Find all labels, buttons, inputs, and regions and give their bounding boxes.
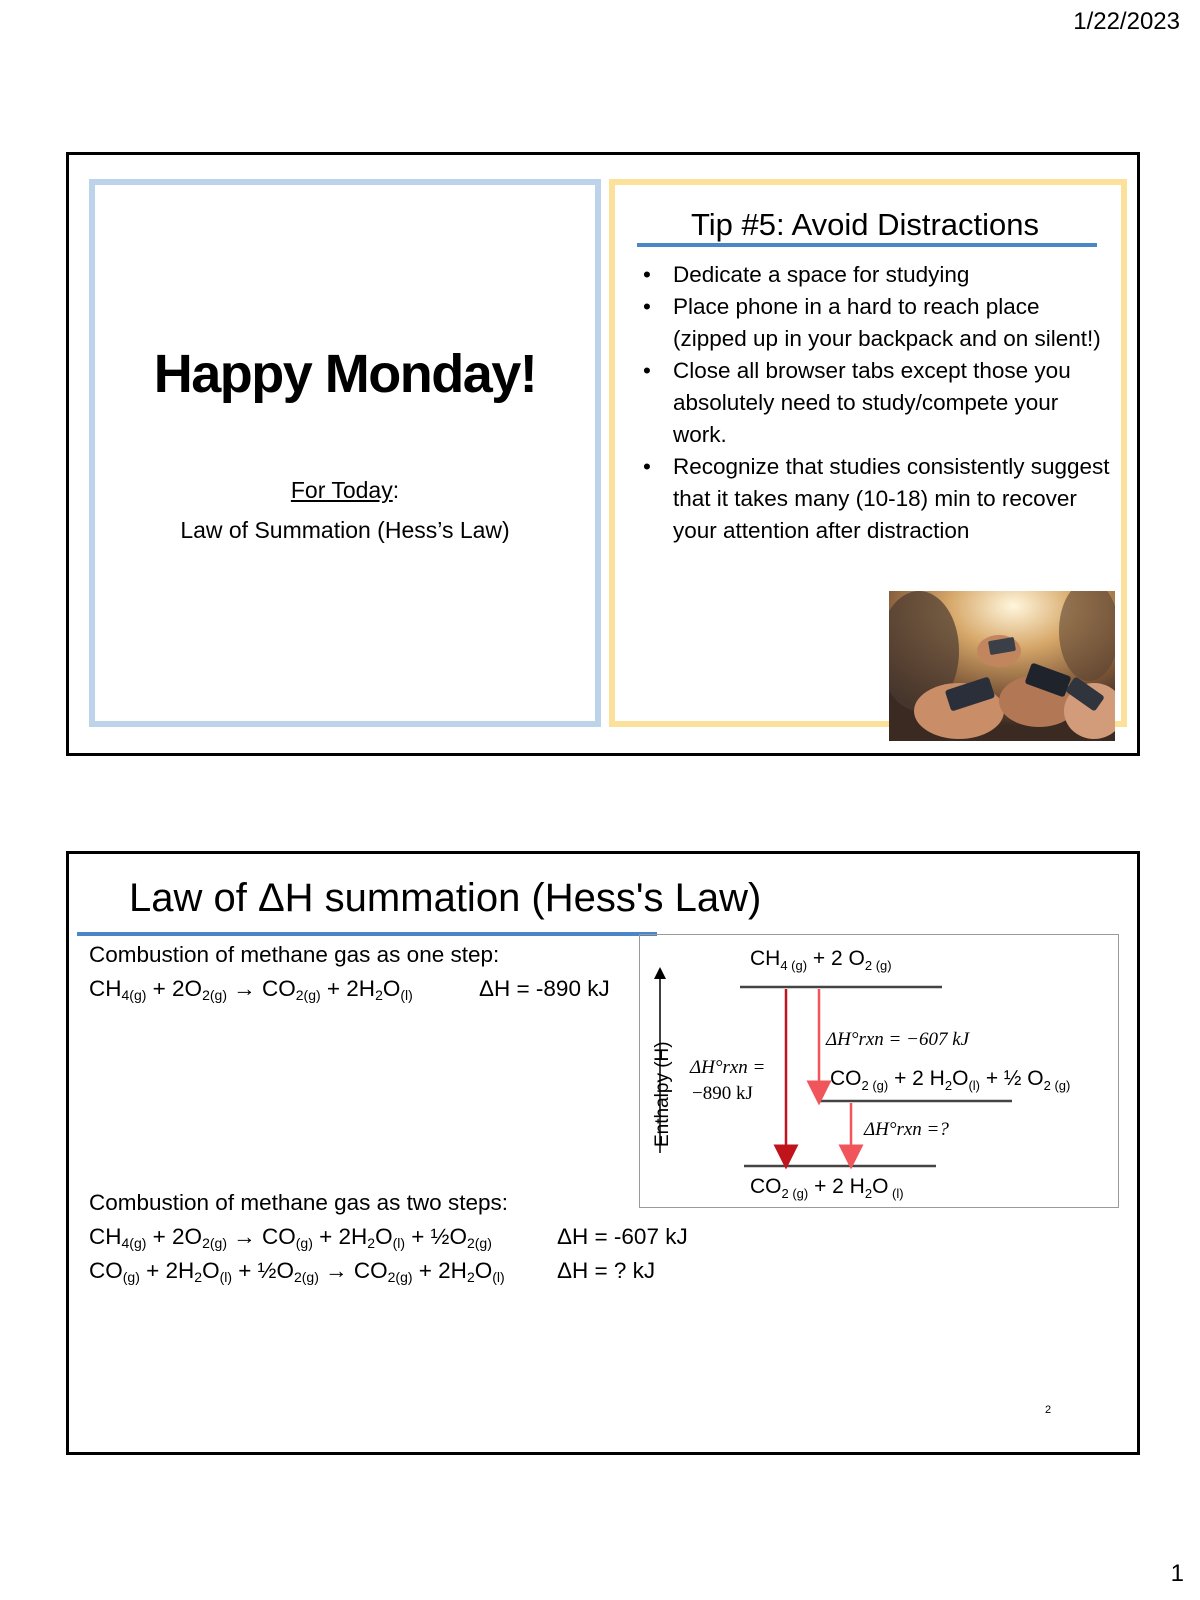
tip-item: • Dedicate a space for studying <box>641 259 1111 291</box>
equation-step-2: $CO_{(g)} + 2H_2O_{(l)}$ + $\frac{1}{2}O_{2(g)} \to CO_{2(g)} + 2H_2O_{(l)}$ <box>89 1258 505 1285</box>
equation-step-2-dh: ΔH = ? kJ <box>557 1258 656 1283</box>
products-label: $CO_{2 (g)} + 2$ $H_2O$ $_{(l)}$ <box>750 1175 904 1201</box>
tip-item: • Place phone in a hard to reach place (zipped up in your backpack and on silent!) <box>641 291 1111 355</box>
enthalpy-diagram <box>639 934 1119 1208</box>
equation-one-step-dh: ΔH = -890 kJ <box>479 976 610 1001</box>
for-today-label: For Today: <box>290 477 400 503</box>
tip-item: • Recognize that studies consistently suggest that it takes many (10-18) min to recover your attention after distraction <box>641 451 1111 547</box>
phones-photo <box>889 591 1115 741</box>
tip-title: Tip #5: Avoid Distractions <box>690 207 1040 242</box>
greeting-title: Happy Monday! <box>153 344 537 404</box>
left-panel <box>89 179 601 727</box>
slide-2 <box>66 851 1140 1455</box>
slide-1 <box>66 152 1140 756</box>
equation-step-1-dh: ΔH = -607 kJ <box>557 1224 688 1249</box>
slide-title: Law of ΔH summation (Hess's Law) <box>129 876 762 920</box>
page-number: 1 <box>1170 1560 1184 1587</box>
two-step-heading: Combustion of methane gas as two steps: <box>89 1190 508 1215</box>
tip-item: • Close all browser tabs except those you absolutely need to study/compete your work. <box>641 355 1111 451</box>
tip-list <box>641 259 1111 547</box>
step1-dh-label: ΔH°rxn = −607 kJ <box>826 1029 970 1050</box>
tip-title-rule <box>637 243 1097 247</box>
page-date: 1/22/2023 <box>1073 8 1180 35</box>
intermediate-label: $CO_{2 (g)} + 2$ $H_2O_{(l)}$ + ½ $O_{2 (g)}$ <box>830 1067 1071 1093</box>
one-step-heading: Combustion of methane gas as one step: <box>89 942 500 967</box>
total-dh-label: ΔH°rxn = <box>690 1057 766 1078</box>
total-dh-value: −890 kJ <box>692 1083 753 1104</box>
enthalpy-axis-label: Enthalpy (H) <box>652 1041 673 1147</box>
for-today-topic: Law of Summation (Hess’s Law) <box>180 517 510 543</box>
equation-step-1: $CH_{4(g)} + 2O_{2(g)} \to CO_{(g)} + 2H_2O_{(l)}$ + $\frac{1}{2}O_{2(g)}$ <box>89 1224 492 1251</box>
reactants-label: $CH_{4 (g)} + 2$ $O_{2 (g)}$ <box>750 947 892 973</box>
title-rule <box>77 932 657 936</box>
equation-one-step: $CH_{4(g)} + 2O_{2(g)} \to CO_{2(g)} + 2H_2O_{(l)}$ <box>89 976 413 1003</box>
slide-number: 2 <box>1045 1404 1052 1416</box>
step2-dh-label: ΔH°rxn =? <box>864 1119 949 1140</box>
